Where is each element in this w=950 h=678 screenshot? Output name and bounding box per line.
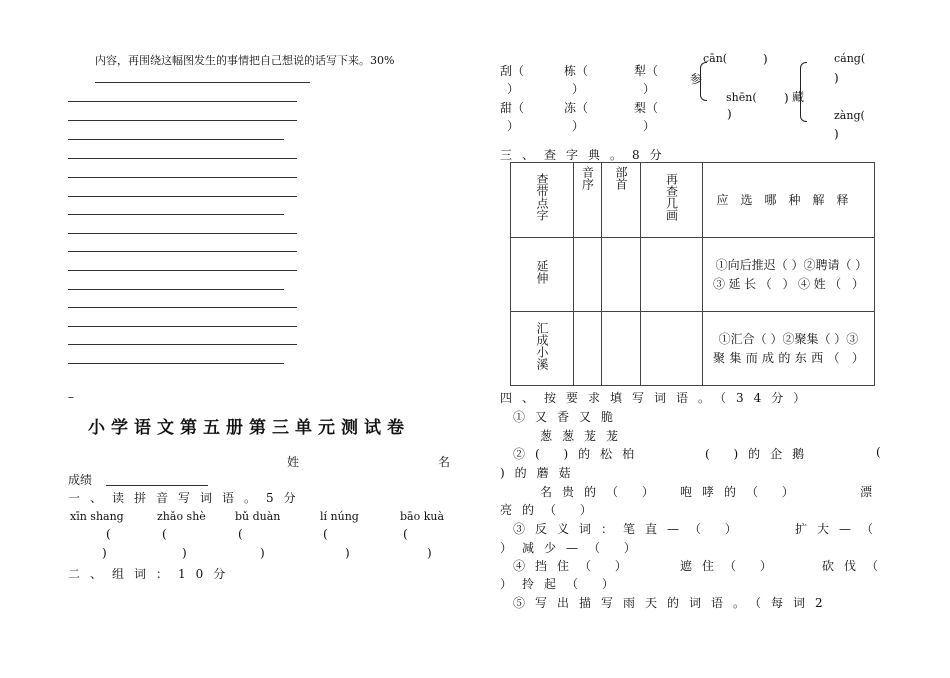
item-2h[interactable]: 亮的（ ） (500, 503, 602, 517)
row1-word: 延伸 (511, 238, 574, 312)
item-4b[interactable]: 遮住（ ） (680, 559, 782, 573)
item-2b[interactable]: ( )的企鹅 (705, 447, 815, 461)
shen-close: ) (784, 91, 789, 105)
section-4-heading: 四、按要求填写词语。（34分） (500, 391, 816, 405)
item-2c[interactable]: ( (876, 445, 881, 459)
row1-bushou-cell[interactable] (602, 238, 641, 312)
can-char: 参 (690, 72, 703, 86)
writing-instruction: 内容，再围绕这幅图发生的事情把自己想说的话写下来。30% (95, 54, 395, 67)
section-3-heading: 三、查字典。8分 (500, 148, 672, 162)
cang-close: ) (834, 71, 839, 85)
page-title: 小学语文第五册第三单元测试卷 (88, 418, 410, 438)
item-2g: 漂 (860, 485, 873, 499)
dash-mark: – (68, 390, 74, 404)
item-3c[interactable]: ）减少—（ ） (500, 541, 646, 555)
item-2a[interactable]: ②( )的松柏 (513, 447, 645, 461)
pinyin-3: bǔ duàn (235, 510, 281, 523)
pinyin-1: xīn shang (70, 510, 124, 523)
name-label-a: 姓 (287, 455, 300, 469)
item-4a[interactable]: ④挡住（ ） (513, 559, 637, 573)
row2-strokes-cell[interactable] (641, 312, 703, 386)
row2-yinxu-cell[interactable] (574, 312, 602, 386)
item-3a[interactable]: ③反义词：笔直—（ ） (513, 522, 747, 536)
name-label-b: 名 (438, 455, 451, 469)
row2-word: 汇成小溪 (511, 312, 574, 386)
answer-line[interactable] (95, 82, 310, 83)
item-3b[interactable]: 扩大—（ (795, 522, 884, 536)
pinyin-2: zhǎo shè (157, 510, 206, 523)
pinyin-5: bāo kuà (400, 510, 445, 523)
shen-pinyin: shēn( (726, 91, 757, 104)
row1-strokes-cell[interactable] (641, 238, 703, 312)
row1-options[interactable]: ①向后推迟（ ）②聘请（ ）③延长（ ）④姓（ ） (703, 238, 875, 312)
cang-pinyin: cáng( (834, 52, 866, 65)
can-close: ) (763, 52, 768, 66)
header-bushou: 部首 (602, 163, 641, 238)
item-1b: 葱葱茏茏 (540, 429, 629, 443)
dictionary-table (510, 162, 875, 386)
header-yinxu: 音序 (574, 163, 602, 238)
item-2d: )的蘑菇 (500, 466, 581, 480)
row1-yinxu-cell[interactable] (574, 238, 602, 312)
item-2e[interactable]: 名贵的（ ） (540, 485, 664, 499)
zang-close: ) (834, 127, 839, 141)
item-4c[interactable]: 砍伐（ (822, 559, 889, 573)
zang-pinyin: zàng( (834, 109, 865, 122)
brace-icon (700, 62, 707, 101)
header-strokes: 再查几画 (641, 163, 703, 238)
cang-char: 藏 (792, 90, 805, 104)
row2-bushou-cell[interactable] (602, 312, 641, 386)
can-pinyin: cān( (703, 52, 728, 65)
section-1-heading: 一、读拼音写词语。5分 (68, 491, 306, 505)
header-char: 查带点字 (511, 163, 574, 238)
item-1a: ①又香又脆 (513, 410, 624, 424)
pinyin-4: lí núng (320, 510, 359, 523)
item-2f[interactable]: 咆哮的（ ） (680, 485, 804, 499)
row2-options[interactable]: ①汇合（ ）②聚集（ ）③聚集而成的东西（ ） (703, 312, 875, 386)
score-label: 成绩 (68, 473, 93, 487)
shen-close-2: ) (727, 107, 732, 121)
header-meaning: 应选哪种解释 (703, 163, 875, 238)
score-field[interactable] (106, 485, 208, 486)
item-5: ⑤写出描写雨天的词语。（每词2 (513, 596, 833, 610)
item-4d[interactable]: ）拎起（ ） (500, 577, 624, 591)
section-2-heading: 二、组词：10分 (68, 567, 236, 581)
